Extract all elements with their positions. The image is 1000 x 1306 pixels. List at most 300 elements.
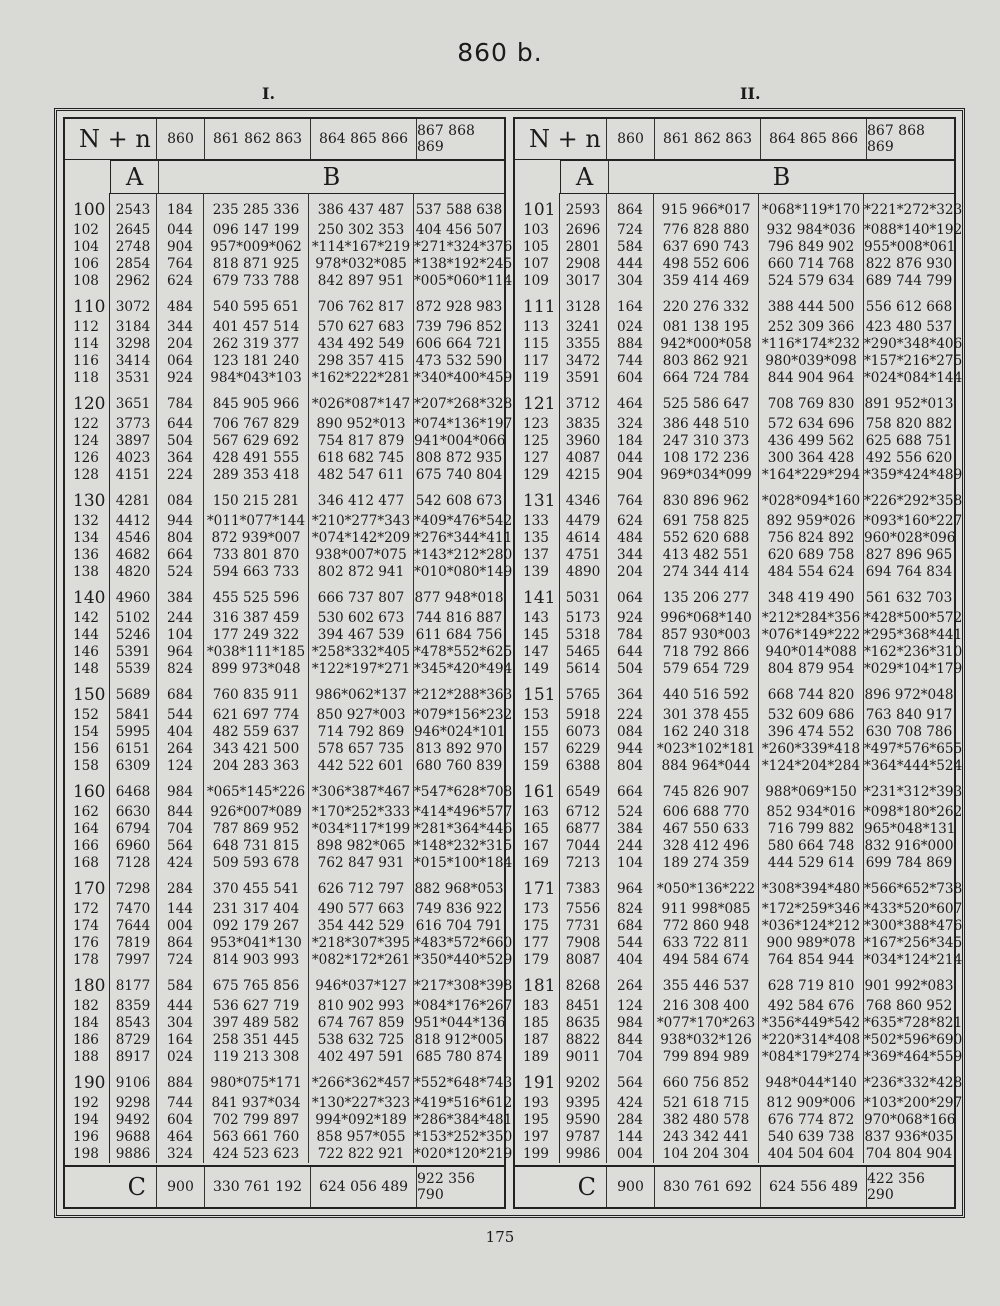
row-n: 136 bbox=[65, 547, 110, 564]
row-860: 604 bbox=[607, 370, 654, 387]
row-b1: 150 215 281 bbox=[204, 484, 309, 513]
row-b1: 274 344 414 bbox=[654, 564, 759, 581]
row-860: 924 bbox=[607, 610, 654, 627]
table-row bbox=[515, 530, 954, 547]
row-860: 564 bbox=[157, 838, 204, 855]
row-b2: *266*362*457 bbox=[309, 1066, 414, 1095]
row-b2: 980*039*098 bbox=[759, 353, 864, 370]
row-b2: 394 467 539 bbox=[309, 627, 414, 644]
row-860: 224 bbox=[157, 467, 204, 484]
row-b1: 231 317 404 bbox=[204, 901, 309, 918]
row-b2: *074*142*209 bbox=[309, 530, 414, 547]
row-a: 2593 bbox=[560, 193, 607, 222]
header-861-863: 861 862 863 bbox=[655, 119, 761, 159]
row-n: 137 bbox=[515, 547, 560, 564]
row-a: 7470 bbox=[110, 901, 157, 918]
table-row bbox=[515, 644, 963, 661]
row-a: 7997 bbox=[110, 952, 157, 969]
column-label-a: A bbox=[111, 160, 159, 194]
row-860: 564 bbox=[607, 1066, 654, 1095]
table-row bbox=[515, 998, 954, 1015]
table-row bbox=[65, 239, 513, 256]
row-n: 139 bbox=[515, 564, 560, 581]
row-b2: 444 529 614 bbox=[759, 855, 864, 872]
table-row bbox=[515, 918, 963, 935]
row-b2: 858 957*055 bbox=[309, 1129, 414, 1146]
table-row bbox=[515, 1129, 954, 1146]
row-a: 5246 bbox=[110, 627, 157, 644]
table-row bbox=[65, 564, 513, 581]
row-b1: 536 627 719 bbox=[204, 998, 309, 1015]
row-b2: 890 952*013 bbox=[309, 416, 414, 433]
header-867-869: 867 868 869 bbox=[417, 123, 475, 155]
row-a: 3897 bbox=[110, 433, 157, 450]
row-a: 3835 bbox=[560, 416, 607, 433]
row-b3: *428*500*572 bbox=[864, 610, 963, 626]
table-row bbox=[515, 450, 954, 467]
table-row bbox=[515, 952, 963, 969]
table-body bbox=[515, 193, 963, 1167]
row-b3: *148*232*315 bbox=[414, 838, 513, 854]
row-b1: 911 998*085 bbox=[654, 901, 759, 918]
row-b2: 298 357 415 bbox=[309, 353, 414, 370]
table-row bbox=[515, 610, 963, 627]
row-860: 204 bbox=[157, 336, 204, 353]
row-n: 166 bbox=[65, 838, 110, 855]
row-860: 164 bbox=[157, 1032, 204, 1049]
row-n: 170 bbox=[65, 872, 110, 901]
row-n: 152 bbox=[65, 707, 110, 724]
row-a: 3128 bbox=[560, 290, 607, 319]
row-860: 304 bbox=[157, 1015, 204, 1032]
column-label-a: A bbox=[561, 160, 609, 194]
row-b3: *271*324*376 bbox=[414, 239, 513, 255]
row-a: 9886 bbox=[110, 1146, 157, 1163]
row-b1: 969*034*099 bbox=[654, 467, 759, 484]
row-b1: 092 179 267 bbox=[204, 918, 309, 935]
row-b2: 810 902 993 bbox=[309, 998, 414, 1015]
row-b1: 494 584 674 bbox=[654, 952, 759, 969]
table-row bbox=[515, 256, 954, 273]
row-n: 158 bbox=[65, 758, 110, 775]
table-row bbox=[515, 319, 954, 336]
row-a: 4479 bbox=[560, 513, 607, 530]
row-b1: 799 894 989 bbox=[654, 1049, 759, 1066]
row-860: 204 bbox=[607, 564, 654, 581]
row-860: 704 bbox=[607, 1049, 654, 1066]
row-860: 324 bbox=[607, 416, 654, 433]
row-n: 117 bbox=[515, 353, 560, 370]
row-860: 724 bbox=[607, 222, 654, 239]
row-n: 155 bbox=[515, 724, 560, 741]
row-b2: 978*032*085 bbox=[309, 256, 414, 273]
row-b2: 490 577 663 bbox=[309, 901, 414, 918]
row-b1: 455 525 596 bbox=[204, 581, 309, 610]
table-row bbox=[65, 1049, 504, 1066]
row-b1: *065*145*226 bbox=[204, 775, 309, 804]
table-row bbox=[65, 969, 513, 998]
table-row bbox=[515, 678, 954, 707]
row-n: 151 bbox=[515, 678, 560, 707]
row-a: 8177 bbox=[110, 969, 157, 998]
footer-b2: 624 556 489 bbox=[761, 1167, 867, 1207]
row-b3: 542 608 673 bbox=[415, 493, 503, 509]
row-n: 116 bbox=[65, 353, 110, 370]
row-b3: 404 456 507 bbox=[415, 222, 503, 238]
row-n: 194 bbox=[65, 1112, 110, 1129]
row-b3: 423 480 537 bbox=[865, 319, 953, 335]
row-b3: *547*628*708 bbox=[414, 784, 513, 800]
row-b2: 618 682 745 bbox=[309, 450, 414, 467]
row-n: 118 bbox=[65, 370, 110, 387]
row-b2: *130*227*323 bbox=[309, 1095, 414, 1112]
row-860: 264 bbox=[157, 741, 204, 758]
row-b2: 722 822 921 bbox=[309, 1146, 414, 1163]
row-b1: *050*136*222 bbox=[654, 872, 759, 901]
row-b1: 633 722 811 bbox=[654, 935, 759, 952]
row-b1: 316 387 459 bbox=[204, 610, 309, 627]
row-b1: 482 559 637 bbox=[204, 724, 309, 741]
row-b2: 900 989*078 bbox=[759, 935, 864, 952]
row-b1: 440 516 592 bbox=[654, 678, 759, 707]
row-b2: 708 769 830 bbox=[759, 387, 864, 416]
row-b1: 830 896 962 bbox=[654, 484, 759, 513]
row-860: 984 bbox=[157, 775, 204, 804]
row-b1: 428 491 555 bbox=[204, 450, 309, 467]
table-row bbox=[65, 290, 504, 319]
table-row bbox=[515, 387, 954, 416]
row-860: 844 bbox=[607, 1032, 654, 1049]
row-b1: 289 353 418 bbox=[204, 467, 309, 484]
row-n: 114 bbox=[65, 336, 110, 353]
row-b3: 768 860 952 bbox=[865, 998, 953, 1014]
row-n: 100 bbox=[65, 193, 110, 222]
table-row bbox=[515, 838, 954, 855]
row-b3: *153*252*350 bbox=[414, 1129, 513, 1145]
row-b1: 123 181 240 bbox=[204, 353, 309, 370]
row-n: 144 bbox=[65, 627, 110, 644]
row-n: 182 bbox=[65, 998, 110, 1015]
row-860: 544 bbox=[607, 935, 654, 952]
row-a: 6073 bbox=[560, 724, 607, 741]
row-b3: 763 840 917 bbox=[865, 707, 953, 723]
row-b1: 081 138 195 bbox=[654, 319, 759, 336]
row-b2: *356*449*542 bbox=[759, 1015, 864, 1032]
header-860: 860 bbox=[607, 119, 655, 159]
table-row bbox=[65, 804, 513, 821]
table-row bbox=[65, 707, 513, 724]
row-b1: 189 274 359 bbox=[654, 855, 759, 872]
row-n: 135 bbox=[515, 530, 560, 547]
row-b1: 525 586 647 bbox=[654, 387, 759, 416]
table-body bbox=[65, 193, 513, 1167]
row-b2: 434 492 549 bbox=[309, 336, 414, 353]
row-860: 704 bbox=[157, 821, 204, 838]
row-a: 5391 bbox=[110, 644, 157, 661]
row-b2: 388 444 500 bbox=[759, 290, 864, 319]
row-a: 4412 bbox=[110, 513, 157, 530]
row-860: 024 bbox=[157, 1049, 204, 1066]
row-a: 4751 bbox=[560, 547, 607, 564]
row-b1: 942*000*058 bbox=[654, 336, 759, 353]
row-a: 6388 bbox=[560, 758, 607, 775]
row-b3: 561 632 703 bbox=[865, 590, 953, 606]
table-row bbox=[65, 1095, 513, 1112]
row-860: 104 bbox=[607, 855, 654, 872]
row-b3: *010*080*149 bbox=[414, 564, 513, 580]
table-row bbox=[65, 918, 504, 935]
row-b3: *207*268*328 bbox=[414, 396, 513, 412]
row-a: 9202 bbox=[560, 1066, 607, 1095]
row-b3: 556 612 668 bbox=[865, 299, 953, 315]
header-n-plus-n: N + n bbox=[515, 119, 607, 159]
row-n: 122 bbox=[65, 416, 110, 433]
table-row bbox=[515, 1049, 963, 1066]
table-row bbox=[515, 484, 963, 513]
table-row bbox=[65, 256, 513, 273]
row-b2: 482 547 611 bbox=[309, 467, 414, 484]
row-b3: *074*136*197 bbox=[414, 416, 513, 432]
row-a: 8729 bbox=[110, 1032, 157, 1049]
row-b3: 694 764 834 bbox=[865, 564, 953, 580]
row-b2: 386 437 487 bbox=[309, 193, 414, 222]
row-b3: 680 760 839 bbox=[415, 758, 503, 774]
row-a: 5614 bbox=[560, 661, 607, 678]
row-b1: 258 351 445 bbox=[204, 1032, 309, 1049]
row-b3: *290*348*406 bbox=[864, 336, 963, 352]
row-b3: *281*364*446 bbox=[414, 821, 513, 837]
row-n: 124 bbox=[65, 433, 110, 450]
row-860: 464 bbox=[157, 1129, 204, 1146]
row-n: 191 bbox=[515, 1066, 560, 1095]
row-b1: 776 828 880 bbox=[654, 222, 759, 239]
row-b2: *028*094*160 bbox=[759, 484, 864, 513]
row-n: 162 bbox=[65, 804, 110, 821]
row-860: 404 bbox=[607, 952, 654, 969]
row-b3: *433*520*607 bbox=[864, 901, 963, 917]
row-a: 6712 bbox=[560, 804, 607, 821]
row-b3: *340*400*459 bbox=[414, 370, 513, 386]
row-n: 173 bbox=[515, 901, 560, 918]
row-a: 2696 bbox=[560, 222, 607, 239]
row-860: 624 bbox=[607, 513, 654, 530]
table-row bbox=[515, 872, 963, 901]
row-a: 6309 bbox=[110, 758, 157, 775]
row-b3: 492 556 620 bbox=[865, 450, 953, 466]
table-row bbox=[65, 724, 504, 741]
row-860: 044 bbox=[607, 450, 654, 467]
row-b3: *231*312*393 bbox=[864, 784, 963, 800]
table-row bbox=[65, 661, 513, 678]
row-860: 824 bbox=[157, 661, 204, 678]
row-b1: 162 240 318 bbox=[654, 724, 759, 741]
table-row bbox=[65, 1129, 513, 1146]
row-b3: *212*288*363 bbox=[414, 687, 513, 703]
row-860: 484 bbox=[157, 290, 204, 319]
row-a: 8359 bbox=[110, 998, 157, 1015]
row-b2: 938*007*075 bbox=[309, 547, 414, 564]
row-b1: 899 973*048 bbox=[204, 661, 309, 678]
table-row bbox=[65, 484, 504, 513]
row-a: 2854 bbox=[110, 256, 157, 273]
table-row bbox=[65, 775, 513, 804]
row-a: 6549 bbox=[560, 775, 607, 804]
row-b2: 844 904 964 bbox=[759, 370, 864, 387]
row-b2: 674 767 859 bbox=[309, 1015, 414, 1032]
row-a: 6960 bbox=[110, 838, 157, 855]
row-b3: *497*576*655 bbox=[864, 741, 963, 757]
row-n: 133 bbox=[515, 513, 560, 530]
row-n: 153 bbox=[515, 707, 560, 724]
row-a: 5841 bbox=[110, 707, 157, 724]
row-b2: 570 627 683 bbox=[309, 319, 414, 336]
row-a: 4682 bbox=[110, 547, 157, 564]
row-b1: 509 593 678 bbox=[204, 855, 309, 872]
row-b1: 953*041*130 bbox=[204, 935, 309, 952]
row-n: 106 bbox=[65, 256, 110, 273]
row-860: 004 bbox=[607, 1146, 654, 1163]
row-n: 178 bbox=[65, 952, 110, 969]
row-b3: *359*424*489 bbox=[864, 467, 963, 483]
row-a: 8635 bbox=[560, 1015, 607, 1032]
row-n: 174 bbox=[65, 918, 110, 935]
row-b1: 216 308 400 bbox=[654, 998, 759, 1015]
row-b1: 235 285 336 bbox=[204, 193, 309, 222]
row-a: 9492 bbox=[110, 1112, 157, 1129]
row-b1: 594 663 733 bbox=[204, 564, 309, 581]
column-label-b: B bbox=[159, 160, 504, 194]
row-n: 128 bbox=[65, 467, 110, 484]
row-n: 189 bbox=[515, 1049, 560, 1066]
row-b2: *162*222*281 bbox=[309, 370, 414, 387]
row-b2: 396 474 552 bbox=[759, 724, 864, 741]
row-b1: 872 939*007 bbox=[204, 530, 309, 547]
row-b1: 135 206 277 bbox=[654, 581, 759, 610]
row-b3: 901 992*083 bbox=[864, 978, 954, 994]
row-b3: *098*180*262 bbox=[864, 804, 963, 820]
table-row bbox=[65, 581, 504, 610]
row-860: 784 bbox=[607, 627, 654, 644]
table-row bbox=[65, 530, 513, 547]
table-row bbox=[65, 741, 504, 758]
row-a: 7044 bbox=[560, 838, 607, 855]
row-b2: 986*062*137 bbox=[309, 678, 414, 707]
row-b2: 346 412 477 bbox=[309, 484, 414, 513]
footer-c-label: C bbox=[515, 1167, 607, 1207]
column-label-spacer bbox=[515, 160, 561, 194]
row-b3: 685 780 874 bbox=[415, 1049, 503, 1065]
row-b1: 413 482 551 bbox=[654, 547, 759, 564]
row-860: 904 bbox=[607, 467, 654, 484]
row-860: 784 bbox=[157, 387, 204, 416]
table-row bbox=[65, 901, 504, 918]
row-b3: 891 952*013 bbox=[864, 396, 954, 412]
row-b3: 625 688 751 bbox=[865, 433, 953, 449]
row-860: 604 bbox=[157, 1112, 204, 1129]
row-b2: 300 364 428 bbox=[759, 450, 864, 467]
table-footer-row bbox=[515, 1165, 954, 1207]
row-n: 115 bbox=[515, 336, 560, 353]
row-a: 3414 bbox=[110, 353, 157, 370]
row-n: 199 bbox=[515, 1146, 560, 1163]
table-row bbox=[65, 627, 504, 644]
row-a: 5689 bbox=[110, 678, 157, 707]
row-b1: 984*043*103 bbox=[204, 370, 309, 387]
row-860: 024 bbox=[607, 319, 654, 336]
row-b1: 980*075*171 bbox=[204, 1066, 309, 1095]
row-860: 004 bbox=[157, 918, 204, 935]
row-b1: 521 618 715 bbox=[654, 1095, 759, 1112]
table-row bbox=[65, 998, 513, 1015]
row-b2: *258*332*405 bbox=[309, 644, 414, 661]
row-b2: 666 737 807 bbox=[309, 581, 414, 610]
row-b1: 424 523 623 bbox=[204, 1146, 309, 1163]
row-860: 644 bbox=[607, 644, 654, 661]
footer-860: 900 bbox=[157, 1167, 205, 1207]
row-b1: 498 552 606 bbox=[654, 256, 759, 273]
row-n: 157 bbox=[515, 741, 560, 758]
table-row bbox=[65, 952, 513, 969]
row-b3: 675 740 804 bbox=[415, 467, 503, 483]
row-b2: 762 847 931 bbox=[309, 855, 414, 872]
row-n: 134 bbox=[65, 530, 110, 547]
row-n: 175 bbox=[515, 918, 560, 935]
table-row bbox=[515, 273, 954, 290]
row-860: 144 bbox=[157, 901, 204, 918]
row-860: 804 bbox=[157, 530, 204, 547]
table-row bbox=[515, 821, 954, 838]
row-a: 8268 bbox=[560, 969, 607, 998]
row-860: 264 bbox=[607, 969, 654, 998]
row-b2: 252 309 366 bbox=[759, 319, 864, 336]
footer-b1: 330 761 192 bbox=[205, 1167, 311, 1207]
row-b1: 579 654 729 bbox=[654, 661, 759, 678]
table-row bbox=[65, 467, 504, 484]
row-a: 9590 bbox=[560, 1112, 607, 1129]
row-b1: 915 966*017 bbox=[654, 193, 759, 222]
footer-b1: 830 761 692 bbox=[655, 1167, 761, 1207]
row-860: 584 bbox=[607, 239, 654, 256]
row-b3: *345*420*494 bbox=[414, 661, 513, 677]
row-b3: *566*652*738 bbox=[864, 881, 963, 897]
row-b1: 177 249 322 bbox=[204, 627, 309, 644]
row-n: 129 bbox=[515, 467, 560, 484]
row-a: 3072 bbox=[110, 290, 157, 319]
row-a: 3355 bbox=[560, 336, 607, 353]
row-b1: 884 964*044 bbox=[654, 758, 759, 775]
page-number: 175 bbox=[485, 1228, 515, 1246]
table-row bbox=[65, 872, 504, 901]
row-n: 145 bbox=[515, 627, 560, 644]
row-b3: 822 876 930 bbox=[865, 256, 953, 272]
row-n: 140 bbox=[65, 581, 110, 610]
row-860: 724 bbox=[157, 952, 204, 969]
row-n: 120 bbox=[65, 387, 110, 416]
row-a: 5539 bbox=[110, 661, 157, 678]
row-b3: *084*176*267 bbox=[414, 998, 513, 1014]
table-header-row bbox=[65, 119, 504, 160]
row-860: 224 bbox=[607, 707, 654, 724]
row-b2: 668 744 820 bbox=[759, 678, 864, 707]
row-b2: 754 817 879 bbox=[309, 433, 414, 450]
row-b2: 628 719 810 bbox=[759, 969, 864, 998]
table-row bbox=[515, 969, 954, 998]
row-860: 064 bbox=[607, 581, 654, 610]
row-n: 185 bbox=[515, 1015, 560, 1032]
table-row bbox=[65, 1015, 504, 1032]
row-b3: 872 928 983 bbox=[415, 299, 503, 315]
row-b3: *024*084*144 bbox=[864, 370, 963, 386]
